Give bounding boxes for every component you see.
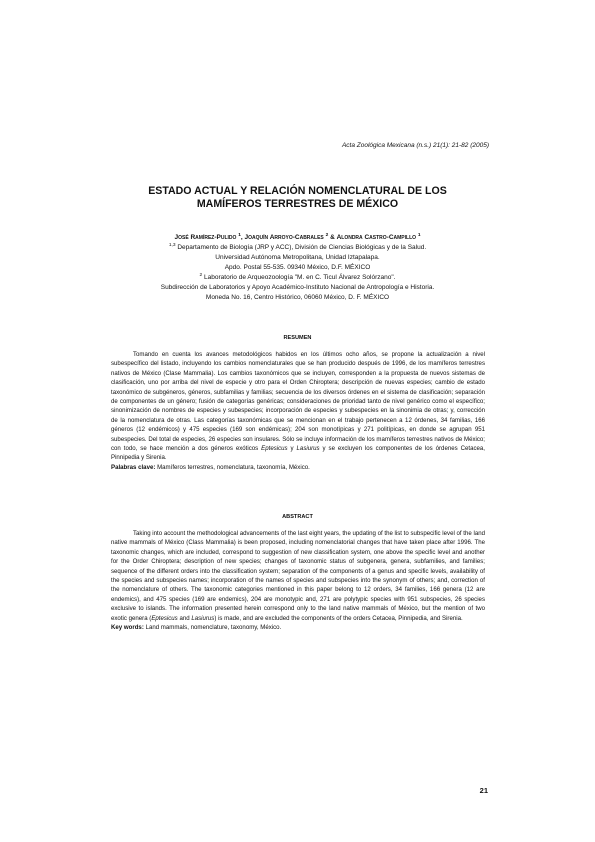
resumen-keywords-text: Mamíferos terrestres, nomenclatura, taxonomía, México. xyxy=(157,463,310,471)
affiliation-1-superscript: 1,3 xyxy=(168,243,176,248)
resumen-section xyxy=(111,350,485,472)
resumen-text-part-2: y se excluyen los componentes de los órdenes Cetacea, Pinnipedia y Sirenia. xyxy=(111,445,485,462)
affiliation-line-5: Subdirección de Laboratorios y Apoyo Académico-Instituto Nacional de Antropología e Historia. xyxy=(160,284,435,291)
affiliation-2-text: Laboratorio de Arqueozoología "M. en C. Ticul Álvarez Solórzano". xyxy=(204,274,396,281)
resumen-paragraph xyxy=(111,350,485,463)
author-block xyxy=(100,233,495,303)
abstract-text-part-2: ) is made, and are excluded the components of the orders Cetacea, Pinnipedia, and Sirenia. xyxy=(214,614,463,622)
affiliation-1-text: Departamento de Biología (JRP y ACC), División de Ciencias Biológicas y de la Salud. xyxy=(177,244,427,251)
resumen-heading: RESUMEN xyxy=(283,335,312,341)
resumen-keywords xyxy=(111,463,485,472)
abstract-keywords-text: Land mammals, nomenclature, taxonomy, México. xyxy=(145,624,282,632)
resumen-genus-1: Eptesicus xyxy=(261,445,288,453)
affiliation-line-6: Moneda No. 16, Centro Histórico, 06060 México, D. F. MÉXICO xyxy=(205,294,390,301)
author-1-name: José Ramírez-Pulido xyxy=(174,234,237,241)
affiliation-line-1 xyxy=(100,243,495,253)
resumen-genus-2: Lasiurus xyxy=(296,445,320,453)
paper-title xyxy=(100,185,495,211)
abstract-paragraph xyxy=(111,529,485,623)
author-3-name: Alondra Castro-Campillo xyxy=(336,234,417,241)
author-1-superscript: 1 xyxy=(238,233,241,238)
author-ampersand: & xyxy=(330,234,335,241)
abstract-genus-1: Eptesicus xyxy=(151,614,178,622)
author-2-superscript: 2 xyxy=(325,233,329,238)
resumen-text-part-1: Tomando en cuenta los avances metodológicos habidos en los últimos ocho años, se propone la actualización a nivel subespecífico del listado, incluyendo los cambios nomenclaturales que se han producido después de 1996, de los mamíferos terrestres nativos de México (Clase Mammalia). Los cambios taxonómicos que se incluyen, corresponden a la propuesta de nuevos sistemas de clasificación, uno por arriba del nivel de especie y otro para el Orden Chiroptera; descripción de nuevas especies; cambio de estado taxonómico de subgéneros, géneros, subfamilias y familias; secuencia de los diversos órdenes en el sistema de clasificación; separación de componentes de un género; fusión de categorías genéricas; consideraciones de prioridad tanto de nivel genérico como el específico; sinonimización de nombres de especies y subespecies; incorporación de especies y subespecies en la sinonimia de otras; y, corrección de la nomenclatura de otras. Las categorías taxonómicas que se mencionan en el trabajo pertenecen a 12 órdenes, 34 familias, 166 géneros (12 endémicos) y 475 especies (169 son endémicas); 204 son monotípicas y 271 politípicas, en donde se agrupan 951 subespecies. Del total de especies, 26 especies son insulares. Sólo se incluye información de los mamíferos terrestres nativos de México; con todo, se hace mención a dos géneros exóticos xyxy=(111,351,485,453)
page-number: 21 xyxy=(479,786,488,795)
author-3-superscript: 1 xyxy=(417,233,421,238)
title-line-1: ESTADO ACTUAL Y RELACIÓN NOMENCLATURAL DE LOS xyxy=(148,185,447,197)
author-list: José Ramírez-Pulido $^1$, Joaquín Arroyo-Cabrales $^2$ & Alondra Castro-Campillo $^1$ xyxy=(174,233,421,241)
journal-citation: Acta Zoológica Mexicana (n.s.) 21(1): 21-82 (2005) xyxy=(341,142,489,149)
abstract-section xyxy=(111,529,485,632)
affiliation-line-3: Apdo. Postal 55-535. 09340 México, D.F. MÉXICO xyxy=(224,264,371,271)
title-line-2: MAMÍFEROS TERRESTRES DE MÉXICO xyxy=(196,198,399,210)
abstract-text-part-1: Taking into account the methodological advancements of the last eight years, the updating of the list to subspecific level of the land native mammals of México (Class Mammalia) is been proposed, including nomenclatorial changes that have taken place after 1996. The taxonomic changes, which are included, correspond to suggestion of new classification system, one above the specific level and another for the Order Chiroptera; description of new species; changes of taxonomic status of subgenera, genera, subfamilies, and families; sequence of the different orders into the classification system; separation of the components of a genus and specific levels, availability of the species and subspecies names; incorporation of the names of species and subspecies into the synonym of others; and, correction of the nomenclature of others. The taxonomic categories mentioned in this paper belong to 12 orders, 34 families, 166 genera (12 are endemics), and 475 species (169 are endemics), 204 are monotypic and, 271 are polytypic species with 951 subspecies, 26 species exclusive to islands. The information presented herein correspond only to the land native mammals of México, but the mention of two exotic genera ( xyxy=(111,530,485,622)
resumen-conjunction: y xyxy=(290,445,294,453)
abstract-genus-2: Lasiurus xyxy=(191,614,215,622)
resumen-keywords-label: Palabras clave: xyxy=(111,463,156,471)
abstract-keywords xyxy=(111,623,485,632)
abstract-heading: ABSTRACT xyxy=(282,514,313,520)
affiliation-line-2: Universidad Autónoma Metropolitana, Unidad Iztapalapa. xyxy=(215,254,380,261)
abstract-conjunction: and xyxy=(179,614,190,622)
affiliation-2-superscript: 2 xyxy=(199,273,203,278)
abstract-keywords-label: Key words: xyxy=(111,624,144,632)
affiliation-line-4 xyxy=(100,273,495,283)
author-2-name: Joaquín Arroyo-Cabrales xyxy=(244,234,324,241)
